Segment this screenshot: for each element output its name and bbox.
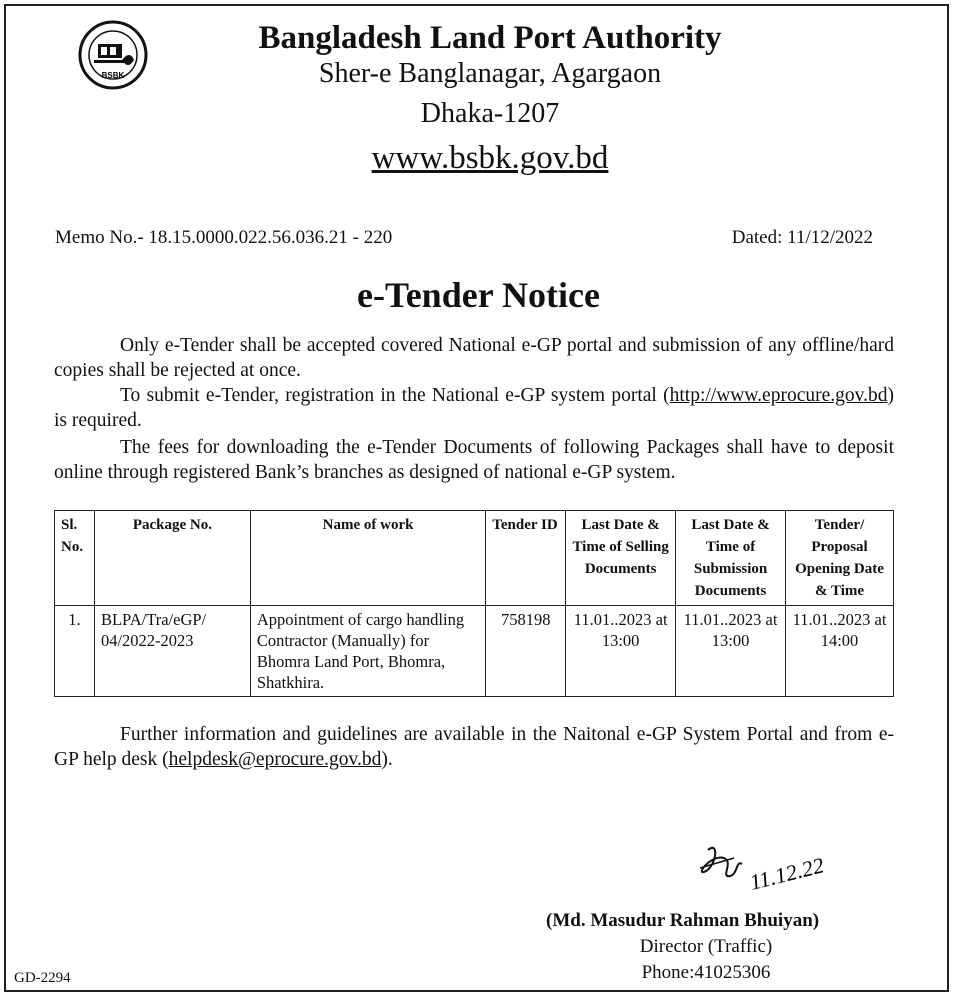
footer-code: GD-2294 xyxy=(14,970,71,986)
col-tender-id: Tender ID xyxy=(486,511,566,606)
cell-sl: 1. xyxy=(55,606,95,697)
table-row xyxy=(55,606,894,697)
cell-package: BLPA/Tra/eGP/ 04/2022-2023 xyxy=(94,606,250,697)
website-link[interactable]: www.bsbk.gov.bd xyxy=(371,140,609,176)
helpdesk-email-link[interactable]: helpdesk@eprocure.gov.bd xyxy=(168,749,382,770)
tender-table xyxy=(54,510,894,697)
signatory-name: (Md. Masudur Rahman Bhuiyan) xyxy=(546,910,820,931)
cell-opening: 11.01..2023 at 14:00 xyxy=(786,606,894,697)
cell-submission: 11.01..2023 at 13:00 xyxy=(676,606,786,697)
paragraph-3: The fees for downloading the e-Tender Documents of following Packages shall have to deposit online through registered Bank’s branches as designed of national e-GP system. xyxy=(54,437,894,483)
col-work: Name of work xyxy=(250,511,485,606)
paragraph-4: Further information and guidelines are available in the Naitonal e-GP System Portal and from e-GP help desk (helpdesk@eprocure.gov.bd). xyxy=(54,724,894,770)
signatory-phone: Phone:41025306 xyxy=(641,962,771,983)
address-line-1: Sher-e Banglanagar, Agargaon xyxy=(318,58,662,89)
paragraph-2: To submit e-Tender, registration in the National e-GP system portal (http://www.eprocure.gov.bd) is required. xyxy=(54,385,894,431)
cell-work: Appointment of cargo handling Contractor (Manually) for Bhomra Land Port, Bhomra, Shatkhira. xyxy=(250,606,485,697)
table-header-row xyxy=(55,511,894,606)
logo-text: BSBK xyxy=(101,71,125,80)
col-package: Package No. xyxy=(94,511,250,606)
cell-tender-id: 758198 xyxy=(486,606,566,697)
signatory-designation: Director (Traffic) xyxy=(639,936,773,957)
bsbk-logo-icon xyxy=(78,20,148,90)
signature-date: 11.12.22 xyxy=(747,852,827,895)
notice-title: e-Tender Notice xyxy=(357,275,600,315)
paragraph-1: Only e-Tender shall be accepted covered National e-GP portal and submission of any offline/hard copies shall be rejected at once. xyxy=(54,335,894,381)
address-line-2: Dhaka-1207 xyxy=(420,98,560,129)
memo-date: Dated: 11/12/2022 xyxy=(731,227,873,248)
cell-selling: 11.01..2023 at 13:00 xyxy=(566,606,676,697)
signature-icon xyxy=(690,838,830,898)
org-name: Bangladesh Land Port Authority xyxy=(258,20,722,56)
col-sl: Sl. No. xyxy=(55,511,95,606)
col-selling: Last Date & Time of Selling Documents xyxy=(566,511,676,606)
col-submission: Last Date & Time of Submission Documents xyxy=(676,511,786,606)
memo-number: Memo No.- 18.15.0000.022.56.036.21 - 220 xyxy=(55,227,393,248)
col-opening: Tender/ Proposal Opening Date & Time xyxy=(786,511,894,606)
eprocure-link[interactable]: http://www.eprocure.gov.bd xyxy=(669,385,888,406)
